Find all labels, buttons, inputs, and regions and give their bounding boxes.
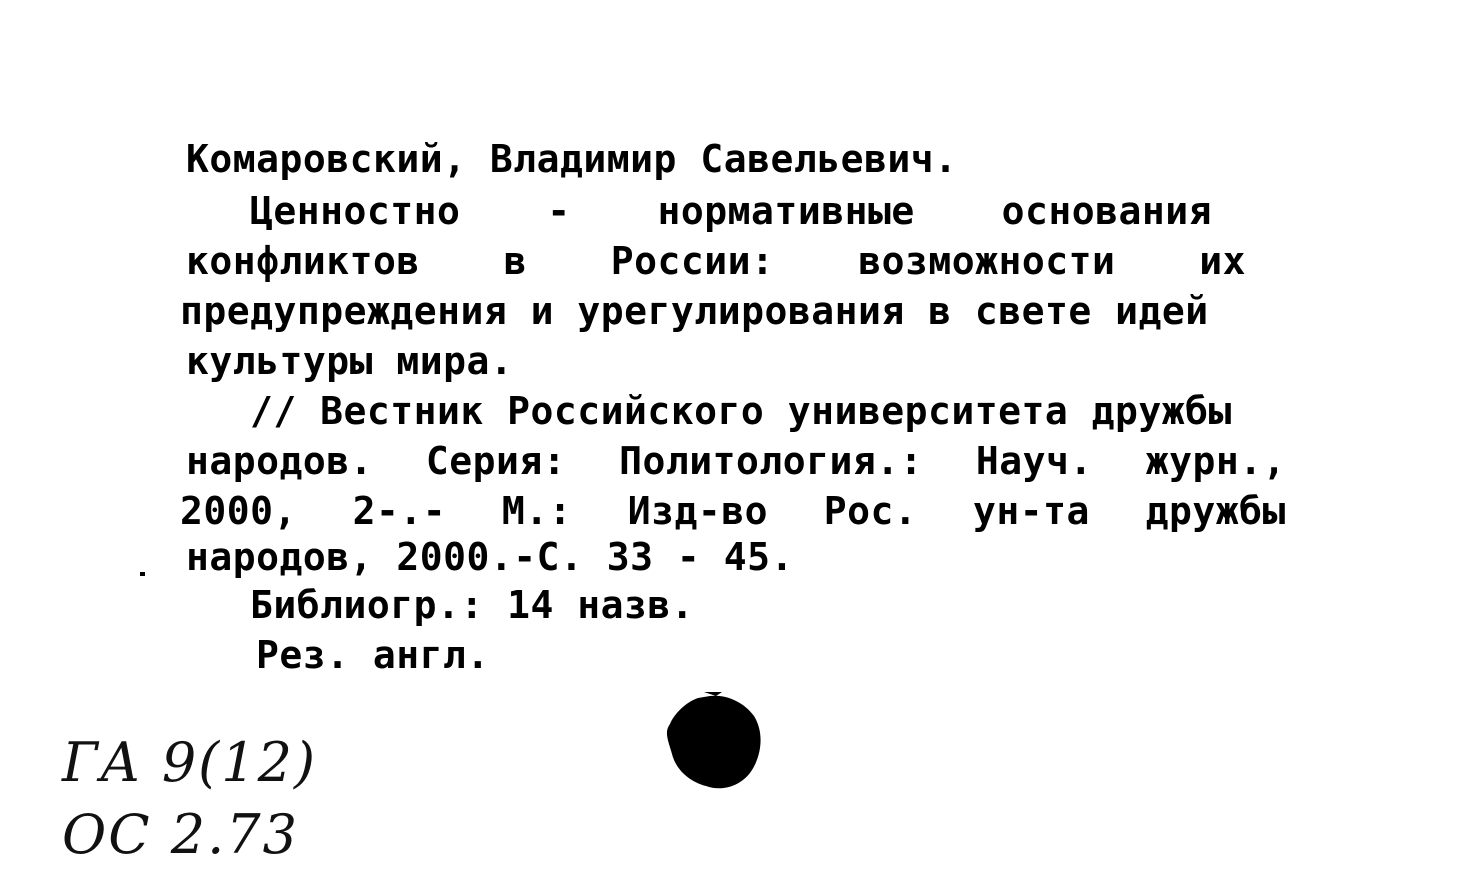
source-word: Рос.	[823, 489, 918, 533]
title-line-2	[186, 239, 1246, 283]
source-word: Серия:	[425, 439, 567, 483]
source-word: 2000,	[180, 489, 297, 533]
title-line-3: предупреждения и урегулирования в свете идей	[180, 289, 1209, 333]
source-word: 2-.-	[352, 489, 447, 533]
title-word: конфликтов	[186, 239, 420, 283]
title-word: их	[1199, 239, 1246, 283]
source-word: народов.	[186, 439, 374, 483]
title-word: основания	[1001, 189, 1212, 233]
title-line-1	[250, 189, 1212, 233]
source-word: Науч.	[975, 439, 1093, 483]
shelfmark-line-1: ГА 9(12)	[62, 731, 318, 794]
source-line-3	[180, 489, 1286, 533]
source-word: ун-та	[973, 489, 1090, 533]
source-word: журн.,	[1145, 439, 1286, 483]
title-word: Ценностно	[250, 189, 461, 233]
shelfmark-line-2: ОС 2.73	[62, 803, 299, 866]
author-line: Комаровский, Владимир Савельевич.	[186, 137, 958, 181]
title-word: возможности	[858, 239, 1116, 283]
ink-speck	[140, 572, 145, 576]
title-word: в	[503, 239, 527, 283]
source-word: М.:	[501, 489, 573, 533]
source-line-4: народов, 2000.-С. 33 - 45.	[186, 535, 794, 579]
resume-note: Рез. англ.	[256, 633, 490, 677]
source-word: Политология.:	[619, 439, 924, 483]
source-line-1: // Вестник Российского университета дружбы	[250, 389, 1232, 433]
ink-blot	[664, 692, 764, 792]
source-line-2	[186, 439, 1286, 483]
title-word: -	[547, 189, 571, 233]
title-word: нормативные	[657, 189, 915, 233]
title-line-4: культуры мира.	[186, 339, 514, 383]
title-word: России:	[610, 239, 775, 283]
source-word: Изд-во	[627, 489, 769, 533]
source-word: дружбы	[1145, 489, 1286, 533]
bibliography-note: Библиогр.: 14 назв.	[250, 583, 695, 627]
